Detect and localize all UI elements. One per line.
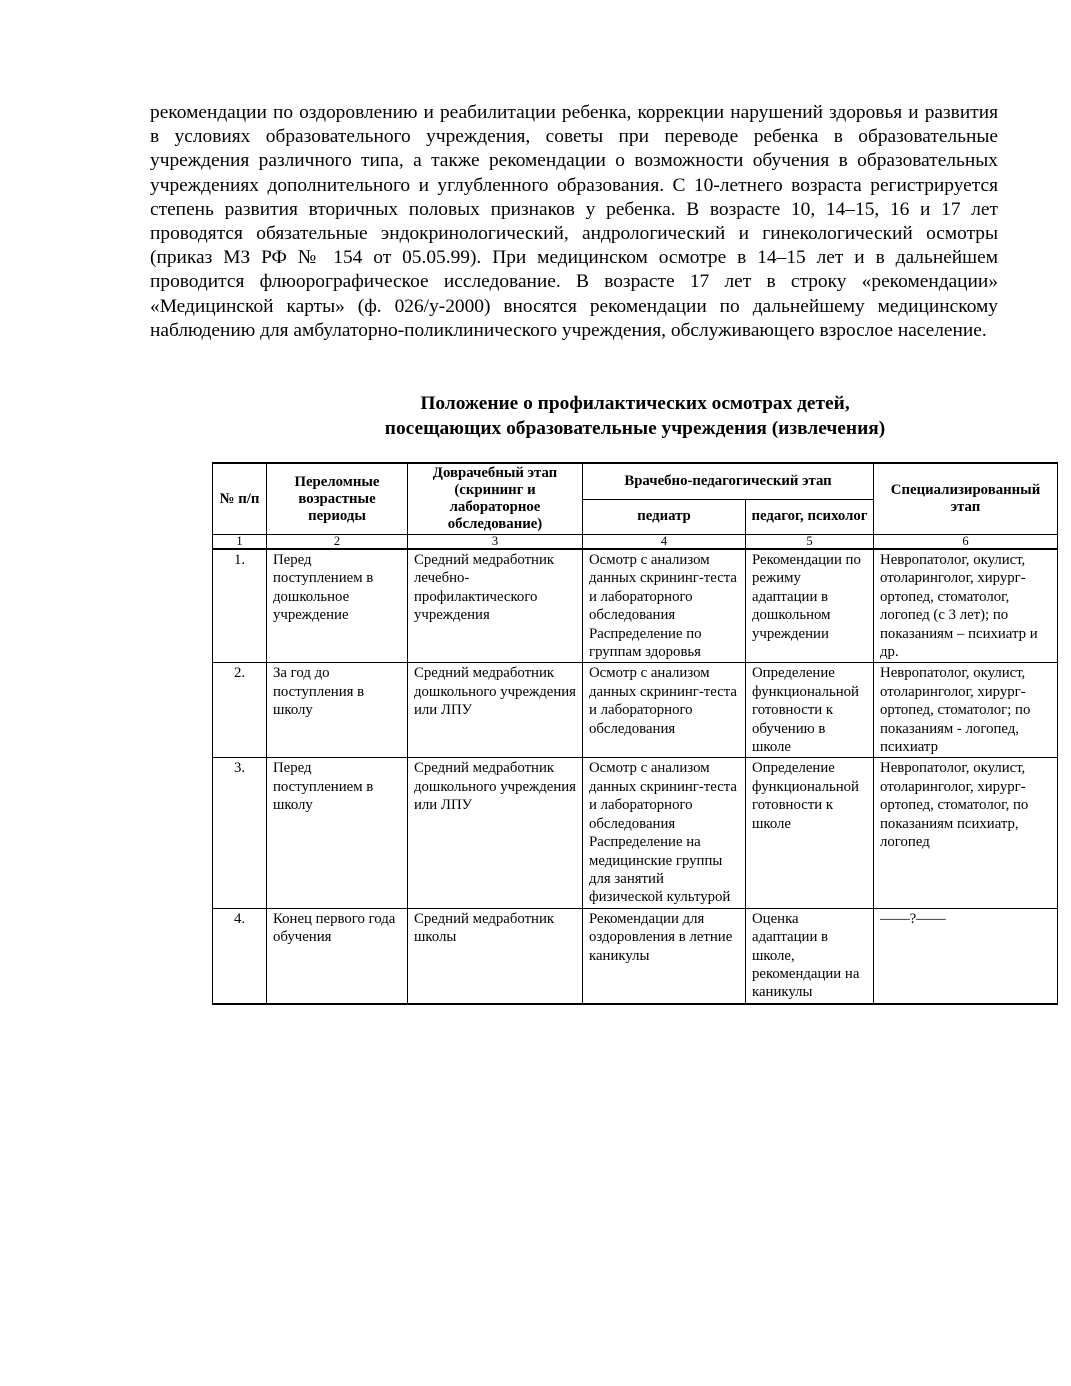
row-prehospital: Средний медработник лечебно-профилактического учреждения [408, 549, 583, 663]
header-medped: Врачебно-педагогический этап [583, 463, 874, 499]
row-specialized: Невропатолог, окулист, отоларинголог, хирург-ортопед, стоматолог; по показаниям - логопед, психиатр [874, 663, 1058, 758]
row-period: Конец первого года обучения [267, 908, 408, 1004]
row-pedagogue: Определение функциональной готовности к обучению в школе [746, 663, 874, 758]
table-row [213, 663, 1058, 758]
table-row [213, 908, 1058, 1004]
row-pediatrician: Рекомендации для оздоровления в летние каникулы [583, 908, 746, 1004]
column-number: 2 [267, 535, 408, 550]
row-specialized: Невропатолог, окулист, отоларинголог, хирург-ортопед, стоматолог, логопед (с 3 лет); по показаниям – психиатр и др. [874, 549, 1058, 663]
header-pediatrician: педиатр [583, 499, 746, 534]
section-heading [150, 391, 1060, 441]
column-number: 4 [583, 535, 746, 550]
row-pedagogue: Определение функциональной готовности к школе [746, 758, 874, 908]
heading-line-1: Положение о профилактических осмотрах детей, [420, 393, 850, 414]
row-num: 4. [213, 908, 267, 1004]
row-pediatrician: Осмотр с анализом данных скрининг-теста и лабораторного обследования Распределение на медицинские группы для занятий физической культурой [583, 758, 746, 908]
header-periods: Переломные возрастные периоды [267, 463, 408, 535]
header-pedagogue: педагог, психолог [746, 499, 874, 534]
row-pedagogue: Оценка адаптации в школе, рекомендации на каникулы [746, 908, 874, 1004]
row-num: 2. [213, 663, 267, 758]
table-row [213, 758, 1058, 908]
row-prehospital: Средний медработник школы [408, 908, 583, 1004]
column-number: 5 [746, 535, 874, 550]
row-pediatrician: Осмотр с анализом данных скрининг-теста и лабораторного обследования Распределение по группам здоровья [583, 549, 746, 663]
heading-line-2: посещающих образовательные учреждения (извлечения) [384, 418, 886, 439]
row-period: За год до поступления в школу [267, 663, 408, 758]
row-num: 1. [213, 549, 267, 663]
column-number: 6 [874, 535, 1058, 550]
header-num: № п/п [213, 463, 267, 535]
examinations-table [212, 462, 1058, 1005]
row-period: Перед поступлением в дошкольное учреждение [267, 549, 408, 663]
header-prehospital: Доврачебный этап (скрининг и лабораторное обследование) [408, 463, 583, 535]
column-number: 3 [408, 535, 583, 550]
row-pediatrician: Осмотр с анализом данных скрининг-теста и лабораторного обследования [583, 663, 746, 758]
column-number-row [213, 535, 1058, 550]
row-num: 3. [213, 758, 267, 908]
row-prehospital: Средний медработник дошкольного учреждения или ЛПУ [408, 663, 583, 758]
row-specialized: Невропатолог, окулист, отоларинголог, хирург-ортопед, стоматолог, по показаниям психиатр, логопед [874, 758, 1058, 908]
header-specialized: Специализированный этап [874, 463, 1058, 535]
table-row [213, 549, 1058, 663]
intro-paragraph: рекомендации по оздоровлению и реабилитации ребенка, коррекции нарушений здоровья и развития в условиях образовательного учреждения, советы при переводе ребенка в образовательные учреждения различного типа, а также рекомендации о возможности обучения в образовательных учреждениях дополнительного и углубленного образования. С 10-летнего возраста регистрируется степень развития вторичных половых признаков у ребенка. В возрасте 10, 14–15, 16 и 17 лет проводятся обязательные эндокринологический, андрологический и гинекологический осмотры (приказ МЗ РФ № 154 от 05.05.99). При медицинском осмотре в 14–15 лет и в дальнейшем проводится флюорографическое исследование. В возрасте 17 лет в строку «рекомендации» «Медицинской карты» (ф. 026/у-2000) вносятся рекомендации по дальнейшему медицинскому наблюдению для амбулаторно-поликлинического учреждения, обслуживающего взрослое население. [150, 102, 998, 341]
row-period: Перед поступлением в школу [267, 758, 408, 908]
row-prehospital: Средний медработник дошкольного учреждения или ЛПУ [408, 758, 583, 908]
row-pedagogue: Рекомендации по режиму адаптации в дошкольном учреждении [746, 549, 874, 663]
column-number: 1 [213, 535, 267, 550]
row-specialized: ——?—— [874, 908, 1058, 1004]
